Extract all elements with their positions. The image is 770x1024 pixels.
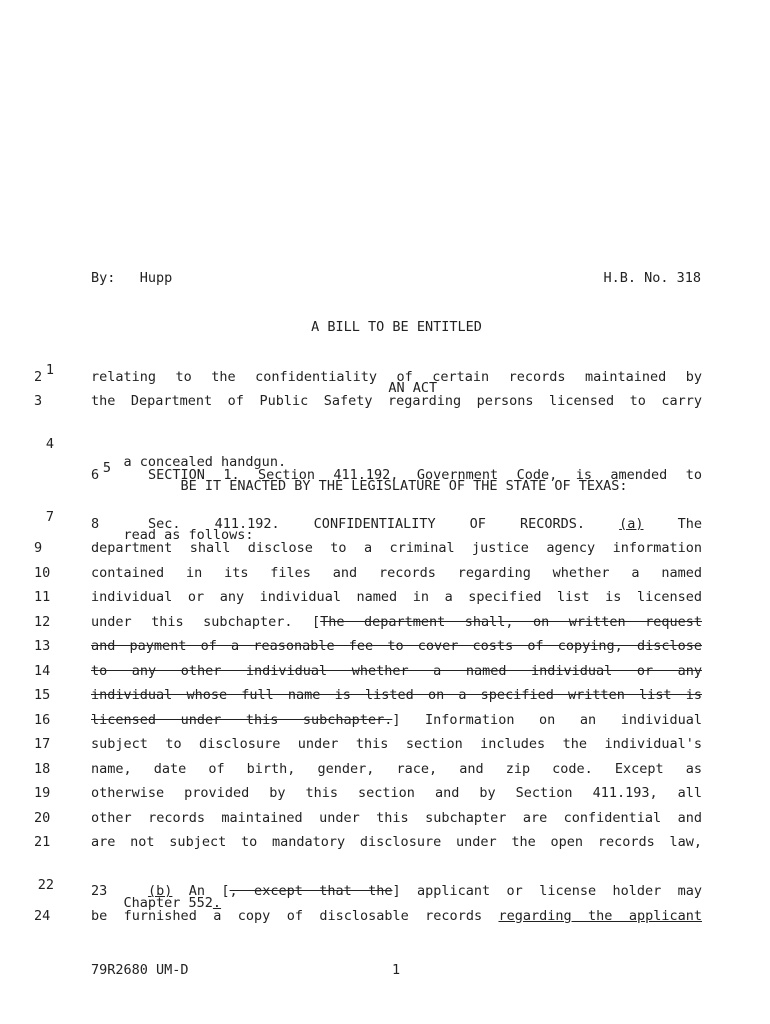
text-line	[91, 515, 702, 540]
text-line	[34, 809, 702, 834]
line-number: 11	[34, 589, 51, 605]
text-line	[34, 711, 702, 736]
text-line	[91, 882, 702, 907]
line-number: 3	[34, 393, 43, 409]
text-line	[34, 686, 702, 711]
line-text: subject to disclosure under this section includes the individual's	[91, 736, 702, 752]
line-number: 6	[91, 466, 100, 483]
author-name: Hupp	[139, 270, 173, 286]
text-line	[34, 613, 702, 638]
text-line	[34, 392, 702, 417]
line-number: 14	[34, 662, 51, 679]
text-line	[34, 907, 702, 932]
line-number: 23	[91, 883, 108, 899]
bill-text	[34, 343, 703, 931]
line-text: SECTION 1. Section 411.192, Government Code, is amended to	[148, 466, 702, 483]
line-number: 4	[45, 435, 54, 452]
deleted-text: to any other individual whether a named individual or any	[91, 662, 702, 679]
line-number: 22	[37, 876, 54, 893]
text-line	[91, 466, 702, 491]
line-text: the Department of Public Safety regarding persons licensed to carry	[91, 393, 702, 409]
line-number: 18	[34, 760, 51, 777]
bill-author	[91, 270, 172, 286]
line-text: are not subject to mandatory disclosure under the open records law,	[91, 834, 702, 850]
bill-title: A BILL TO BE ENTITLED	[311, 319, 482, 335]
line-text: An [	[172, 883, 230, 899]
text-line	[34, 588, 702, 613]
line-number: 9	[34, 540, 43, 556]
line-number: 10	[34, 564, 51, 581]
page-number: 1	[392, 962, 401, 978]
bill-number: H.B. No. 318	[603, 270, 701, 286]
line-text: other records maintained under this subchapter are confidential and	[91, 809, 702, 826]
line-text: individual or any individual named in a specified list is licensed	[91, 589, 702, 605]
line-number: 24	[34, 907, 51, 924]
act-heading: AN ACT	[388, 380, 438, 396]
line-number: 1	[45, 362, 54, 378]
line-text: be furnished a copy of disclosable records	[91, 907, 499, 924]
line-text: ] Information on an individual	[392, 711, 702, 728]
author-label: By:	[91, 270, 116, 286]
inserted-text: (b)	[148, 883, 173, 899]
line-text: name, date of birth, gender, race, and zip code. Except as	[91, 760, 702, 777]
line-text: The	[677, 515, 702, 532]
line-text: relating to the confidentiality of certain records maintained by	[91, 368, 702, 385]
deleted-text: , except that the	[229, 883, 393, 899]
line-number: 13	[34, 638, 51, 654]
line-text: department shall disclose to a criminal justice agency information	[91, 540, 702, 556]
deleted-text: The department shall, on written request	[320, 613, 702, 630]
line-number: 8	[91, 515, 100, 532]
line-text: under this subchapter. [	[91, 613, 321, 630]
line-text: read as follows:	[123, 527, 254, 543]
line-number: 5	[102, 460, 111, 476]
text-line	[34, 735, 702, 760]
document-code: 79R2680 UM-D	[91, 962, 189, 978]
text-line	[34, 760, 702, 785]
text-line	[45, 417, 702, 470]
line-number: 15	[34, 687, 51, 703]
text-line	[34, 833, 702, 858]
enacting-clause: BE IT ENACTED BY THE LEGISLATURE OF THE STATE OF TEXAS:	[180, 478, 628, 494]
line-number: 16	[34, 711, 51, 728]
line-text: contained in its files and records regarding whether a named	[91, 564, 702, 581]
line-text: a concealed handgun.	[123, 453, 287, 470]
line-number: 7	[45, 509, 54, 525]
line-text: ] applicant or license holder may	[392, 883, 703, 899]
line-text: Chapter 552	[123, 894, 213, 911]
line-text: Sec. 411.192. CONFIDENTIALITY OF RECORDS.	[148, 515, 586, 532]
deleted-text: and payment of a reasonable fee to cover costs of copying, disclose	[91, 638, 702, 654]
text-line	[34, 564, 702, 589]
line-number: 17	[34, 736, 51, 752]
line-number: 2	[34, 368, 43, 385]
text-line	[34, 784, 702, 809]
text-line	[34, 662, 702, 687]
line-number: 19	[34, 785, 51, 801]
text-line	[34, 637, 702, 662]
deleted-text: licensed under this subchapter.	[91, 711, 393, 728]
inserted-text: .	[212, 894, 222, 911]
deleted-text: individual whose full name is listed on a specified written list is	[91, 687, 702, 703]
line-number: 20	[34, 809, 51, 826]
text-line	[34, 368, 702, 393]
text-line	[34, 539, 702, 564]
line-number: 21	[34, 834, 51, 850]
inserted-text: (a)	[619, 515, 644, 532]
inserted-text: regarding the applicant	[498, 907, 702, 924]
line-text: otherwise provided by this section and by Section 411.193, all	[91, 785, 702, 801]
line-number: 12	[34, 613, 51, 630]
